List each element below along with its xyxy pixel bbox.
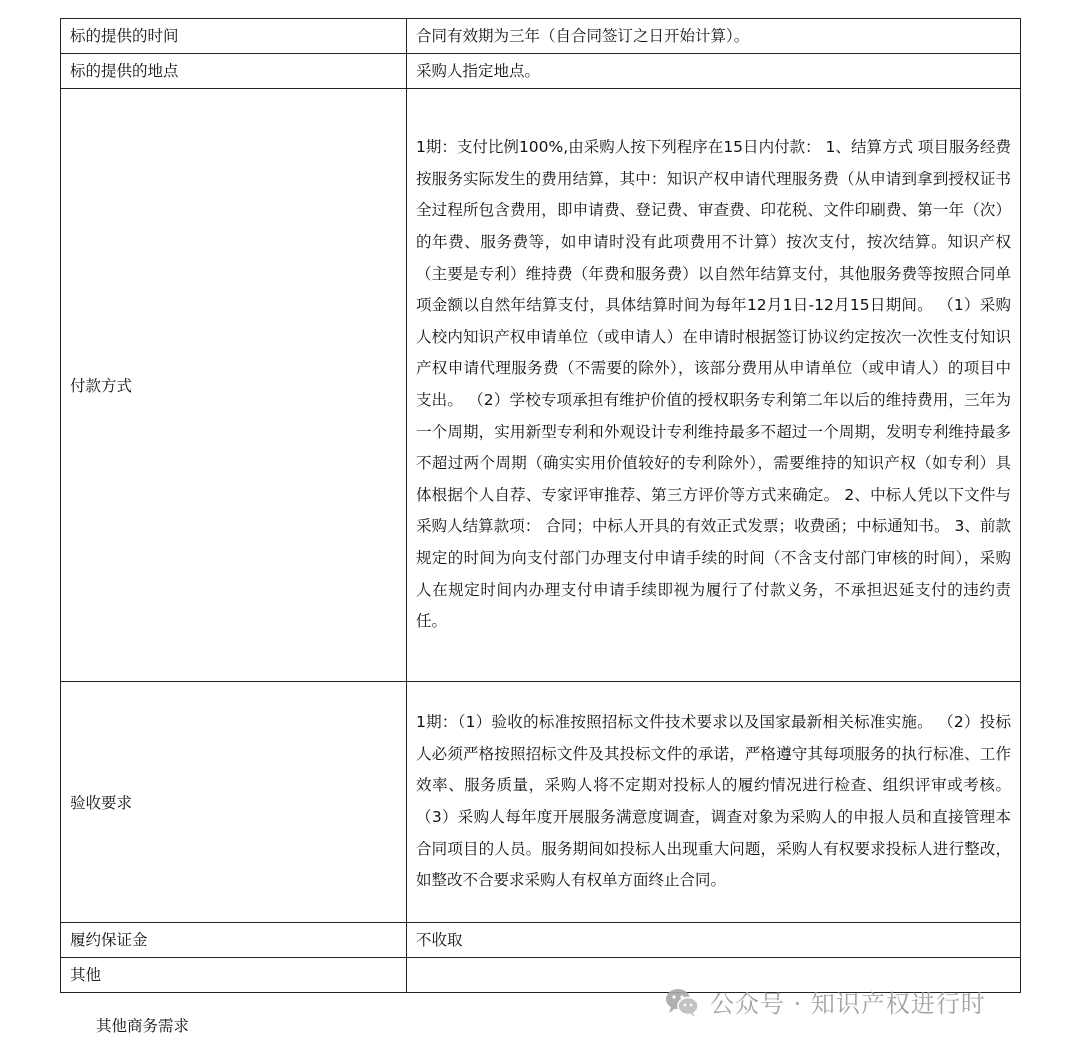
business-terms-table [60,18,1021,993]
watermark [664,984,986,1019]
row-label: 标的提供的时间 [61,19,407,54]
row-value: 1期：（1）验收的标准按照招标文件技术要求以及国家最新相关标准实施。 （2）投标人必须严格按照招标文件及其投标文件的承诺，严格遵守其每项服务的执行标准、工作效率、服务质量，采购人将不定期对投标人的履约情况进行检查、组织评审或考核。 （3）采购人每年度开展服务满意度调查，调查对象为采购人的申报人员和直接管理本合同项目的人员。服务期间如投标人出现重大问题，采购人有权要求投标人进行整改，如整改不合要求采购人有权单方面终止合同。 [407,682,1021,923]
wechat-icon [664,987,700,1017]
row-value: 1期：支付比例100%,由采购人按下列程序在15日内付款： 1、结算方式 项目服务经费按服务实际发生的费用结算，其中：知识产权申请代理服务费（从申请到拿到授权证书全过程所包含费用，即申请费、登记费、审查费、印花税、文件印刷费、第一年（次）的年费、服务费等，如申请时没有此项费用不计算）按次支付，按次结算。知识产权（主要是专利）维持费（年费和服务费）以自然年结算支付，其他服务费等按照合同单项金额以自然年结算支付，具体结算时间为每年12月1日-12月15日期间。 （1）采购人校内知识产权申请单位（或申请人）在申请时根据签订协议约定按次一次性支付知识产权申请代理服务费（不需要的除外），该部分费用从申请单位（或申请人）的项目中支出。 （2）学校专项承担有维护价值的授权职务专利第二年以后的维持费用，三年为一个周期，实用新型专利和外观设计专利维持最多不超过一个周期，发明专利维持最多不超过两个周期（确实实用价值较好的专利除外），需要维持的知识产权（如专利）具体根据个人自荐、专家评审推荐、第三方评价等方式来确定。 2、中标人凭以下文件与采购人结算款项： 合同；中标人开具的有效正式发票；收费函；中标通知书。 3、前款规定的时间为向支付部门办理支付申请手续的时间（不含支付部门审核的时间），采购人在规定时间内办理支付申请手续即视为履行了付款义务，不承担迟延支付的违约责任。 [407,89,1021,682]
row-value: 合同有效期为三年（自合同签订之日开始计算）。 [407,19,1021,54]
row-label: 付款方式 [61,89,407,682]
row-label: 其他 [61,958,407,993]
row-value: 不收取 [407,923,1021,958]
row-value: 采购人指定地点。 [407,54,1021,89]
watermark-text: 公众号 · 知识产权进行时 [710,990,986,1018]
table-row-performance-bond [61,923,1021,958]
table-row-acceptance-requirements [61,682,1021,923]
section-heading-other-requirements: 其他商务需求 [96,1017,190,1035]
row-label: 标的提供的地点 [61,54,407,89]
table-row-delivery-location [61,54,1021,89]
table-row-delivery-time [61,19,1021,54]
row-label: 履约保证金 [61,923,407,958]
table-row-payment-method [61,89,1021,682]
row-label: 验收要求 [61,682,407,923]
